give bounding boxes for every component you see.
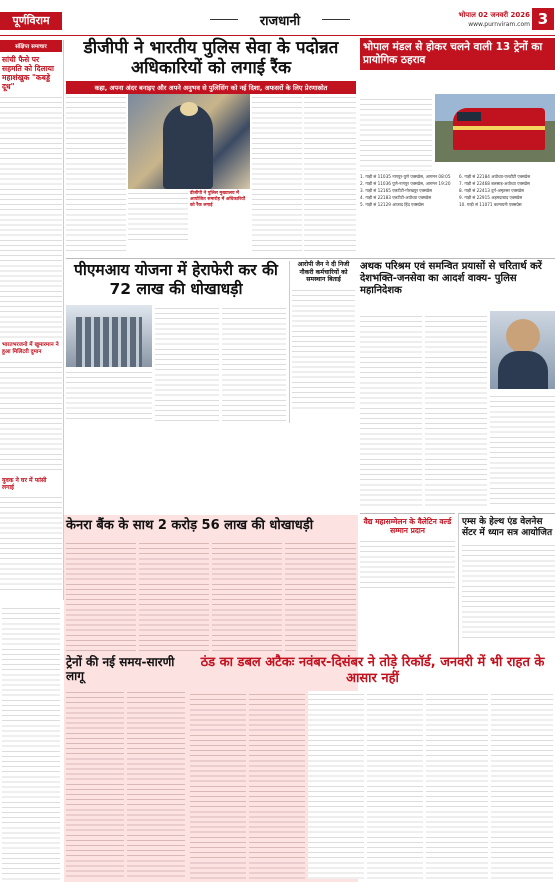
- trains-body-2: [127, 689, 185, 879]
- cold-body-3: [308, 691, 364, 879]
- train-photo: [435, 94, 555, 162]
- dgp-photo: [128, 94, 250, 189]
- section-title: राजधानी: [259, 14, 301, 29]
- dgp-strap: कहा, अपना अंदर बनाइए और अपने अनुभव से पुलिसिंग को नई दिशा, अफसरों के लिए प्रेरणास्रोत: [66, 81, 356, 94]
- dgp-headline: डीजीपी ने भारतीय पुलिस सेवा के पदोन्नत अधिकारियों को लगाई रैंक: [83, 38, 339, 78]
- ig-body-1: [360, 313, 422, 508]
- locomotive-window: [457, 112, 481, 121]
- dgp-body-left: [66, 94, 126, 254]
- pmay-body-3: [222, 305, 286, 421]
- sidebar-story2-head: भारतभरजनो में खुमारमान ने हुआ मिलिटरी दुमान: [2, 342, 59, 355]
- ig-photo: [490, 311, 555, 389]
- train-headline: भोपाल मंडल से होकर चलने वाली 13 ट्रेनों का प्रायोगिक ठहराव: [360, 38, 555, 70]
- building: [76, 317, 142, 367]
- masthead: [0, 0, 555, 36]
- canara-headline: केनरा बैंक के साथ 2 करोड़ 56 लाख की धोखाधड़ी: [66, 518, 314, 533]
- train-story: [360, 38, 555, 256]
- pmay-story: [66, 261, 286, 423]
- row-divider: [66, 258, 555, 259]
- trains-schedule-story: [66, 655, 186, 880]
- sidebar-column: [0, 40, 62, 600]
- ig-body-3: [490, 393, 555, 508]
- train-list-left: [360, 174, 456, 209]
- small-box-headline: आरोपी जैन ने दी निजी नौकरी कर्मचारियों को समस्थान बिताई: [297, 261, 350, 284]
- cold-body-1: [190, 691, 246, 879]
- ornament-left: [210, 19, 238, 20]
- issue-date: भोपाल 02 जनवरी 2026: [458, 11, 530, 19]
- train-item: 1. गाड़ी सं 11035 नागपुर-पुणे एक्सप्रेस, आगमन 08:05: [360, 174, 451, 179]
- small-box-body: [292, 287, 355, 412]
- website: www.purnviram.com: [468, 21, 530, 28]
- trains-body-1: [66, 689, 124, 879]
- sidebar-headline: सांची फैसे पर सहमति को दिलाया महाशंखुक "कबड्डे दूध": [2, 55, 54, 91]
- canara-body-2: [139, 540, 209, 652]
- pmay-photo: [66, 305, 152, 367]
- train-item: 7. गाड़ी सं 22468 बलसाड़-अयोध्या एक्सप्रेस: [459, 181, 530, 187]
- ams-body: [462, 542, 555, 642]
- dgp-body-right1: [252, 94, 302, 254]
- train-item: 5. गाड़ी सं 12129 आजाद हिंद एक्सप्रेस: [360, 202, 424, 208]
- sidebar-story3-head: युवक ने घर में फांसी लगाई: [2, 477, 47, 491]
- page-number: 3: [532, 8, 554, 30]
- officer-uniform: [498, 351, 548, 389]
- train-item: 9. गाड़ी सं 22915 अहमदाबाद एक्सप्रेस: [459, 195, 523, 201]
- train-item: 6. गाड़ी सं 22184 अयोध्या-एलटीटी एक्सप्रेस: [459, 174, 531, 179]
- small-box-story: [289, 261, 355, 423]
- ams-headline: एम्स के हेल्थ एंड वेलनेस सेंटर में ध्यान सत्र आयोजित: [462, 517, 553, 538]
- dgp-photo-caption: डीजीपी ने पुलिस मुख्यालय में आयोजित समारोह में अधिकारियों को रैंक लगाई: [190, 191, 246, 208]
- cold-body-6: [491, 691, 553, 879]
- ornament-right: [322, 19, 350, 20]
- sidebar-body-3: [0, 494, 62, 594]
- pmay-headline: पीएमआय योजना में हेराफेरी कर की 72 लाख की धोखाधड़ी: [74, 261, 278, 298]
- cap-emblem: [180, 102, 198, 116]
- officer-figure: [163, 104, 213, 189]
- sidebar-body-1: [0, 94, 62, 339]
- sidebar-body-2: [0, 359, 62, 474]
- sidebar-tag: संक्षिप्त समाचार: [0, 40, 62, 52]
- canara-body-4: [285, 540, 356, 652]
- pmay-body-1: [66, 369, 152, 421]
- train-item: 4. गाड़ी सं 22183 एलटीटी-अयोध्या एक्सप्रेस: [360, 195, 432, 201]
- officer-portrait: [506, 319, 540, 353]
- canara-body-3: [212, 540, 282, 652]
- train-item: 8. गाड़ी सं 22413 दुर्ग-अमृतसर एक्सप्रेस: [459, 188, 524, 194]
- brand-logo: पूर्णविराम: [0, 12, 62, 30]
- cold-headline: ठंड का डबल अटैकः नवंबर-दिसंबर ने तोड़े रिकॉर्ड, जनवरी में भी राहत के आसार नहीं: [200, 655, 545, 686]
- locomotive-stripe: [453, 126, 545, 130]
- vaidya-body: [360, 538, 455, 588]
- canara-story: [66, 518, 356, 653]
- train-body: [360, 96, 432, 171]
- ig-story: [360, 261, 555, 511]
- ig-headline: अथक परिश्रम एवं समन्वित प्रयासों से चरितार्थ करें देशभक्ति-जनसेवा का आदर्श वाक्य- पुलिस महानिदेशक: [360, 261, 542, 296]
- vaidya-story: [360, 513, 455, 603]
- cold-body-2: [249, 691, 305, 879]
- ig-body-2: [425, 313, 487, 508]
- vaidya-headline: वैद्य महासम्मेलन के वैलेटिन वर्ल्ड सम्मान प्रदान: [363, 517, 452, 535]
- dgp-body-mid: [128, 190, 188, 240]
- cold-body-4: [367, 691, 423, 879]
- canara-body-1: [66, 540, 136, 652]
- train-item: 10. गाड़ी सं 11071 कामायनी एक्सप्रेस: [459, 202, 522, 208]
- sidebar-bottom-body: [2, 605, 60, 880]
- train-list-right: [459, 174, 555, 209]
- trains-schedule-headline: ट्रेनों की नई समय-सारणी लागू: [66, 655, 175, 683]
- dgp-story: [66, 38, 356, 256]
- train-item: 2. गाड़ी सं 11036 पुणे-नागपुर एक्सप्रेस, आगमन 19:20: [360, 181, 451, 187]
- cold-story: [190, 655, 555, 880]
- pmay-body-2: [155, 305, 219, 421]
- cold-body-5: [426, 691, 488, 879]
- dgp-body-right2: [304, 94, 356, 254]
- ams-story: [458, 513, 555, 663]
- train-item: 3. गाड़ी सं 12165 एलटीटी-गोरखपुर एक्सप्रेस: [360, 188, 432, 194]
